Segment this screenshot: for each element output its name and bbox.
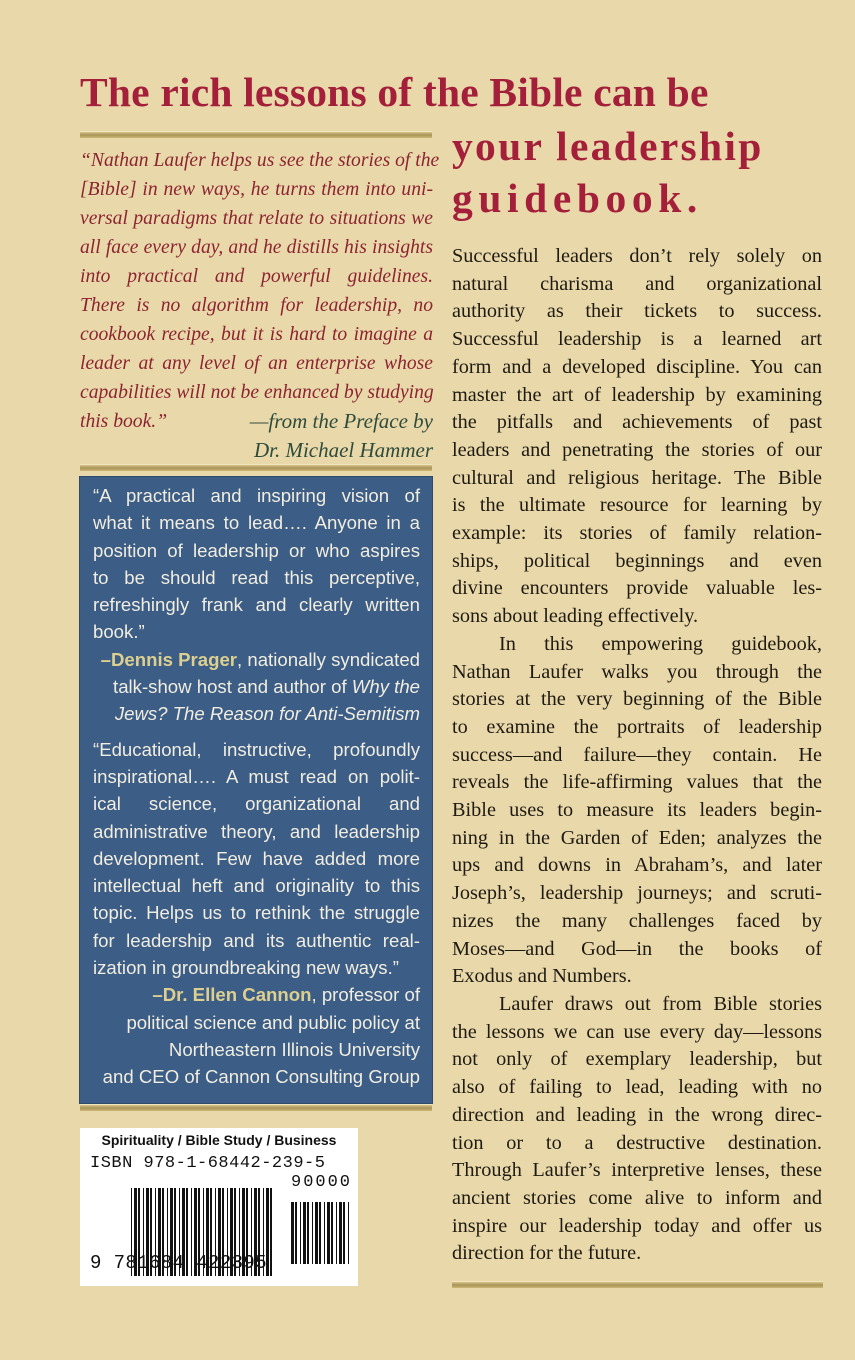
- preface-quote: [80, 146, 440, 465]
- endorsement-line: for leadership and its authentic real-: [93, 929, 420, 951]
- description-line: Joseph’s, leadership journeys; and scruti-: [452, 882, 822, 905]
- bisac-category: Spirituality / Bible Study / Business: [101, 1132, 337, 1148]
- description-line: sons about leading effectively.: [452, 605, 699, 628]
- endorsement-line: refreshingly frank and clearly written: [93, 594, 420, 616]
- endorsement-line: inspirational…. A must read on polit-: [93, 765, 420, 787]
- barcode-bar: [319, 1202, 321, 1264]
- barcode-bar: [348, 1202, 349, 1264]
- book-title-italic: Jews? The Reason for Anti-Semitism: [114, 703, 420, 725]
- endorsement-line: administrative theory, and leadership: [93, 820, 420, 842]
- description-line: ups and downs in Abraham’s, and later: [452, 854, 822, 877]
- endorsement-credit: and CEO of Cannon Consulting Group: [102, 1066, 420, 1088]
- description-paragraph: [452, 991, 822, 1268]
- description-line: not only of exemplary leadership, but: [452, 1048, 822, 1071]
- description-line: tion or to a destructive destination.: [452, 1131, 822, 1154]
- endorsement-line: ical science, organizational and: [93, 793, 420, 815]
- endorser-name: –Dr. Ellen Cannon: [152, 984, 312, 1006]
- endorsement-credit: political science and public policy at: [126, 1011, 420, 1033]
- barcode-bar: [300, 1202, 301, 1264]
- description-line: In this empowering guidebook,: [499, 632, 822, 655]
- description-line: Successful leadership is a learned art: [452, 328, 822, 351]
- description-line: authority as their tickets to success.: [452, 300, 822, 323]
- preface-quote-line: capabilities will not be enhanced by studying: [80, 382, 434, 403]
- endorser-credit: talk-show host and author of: [113, 676, 352, 698]
- description-line: nizes the many challenges faced by: [452, 909, 822, 932]
- description-line: reveals the life-affirming values that the: [452, 771, 822, 794]
- barcode-bar: [315, 1202, 318, 1264]
- description-line: ancient stories come alive to inform and: [452, 1186, 822, 1209]
- preface-quote-line: versal paradigms that relate to situations we: [80, 208, 433, 229]
- description-line: also of failing to lead, leading with no: [452, 1076, 822, 1099]
- endorsement-credit: Northeastern Illinois University: [168, 1038, 420, 1060]
- endorsement-credit: [93, 700, 420, 727]
- endorser-credit: , nationally syndicated: [237, 648, 420, 670]
- description-line: Exodus and Numbers.: [452, 965, 632, 988]
- description-line: divine encounters provide valuable les-: [452, 577, 822, 600]
- preface-quote-line: cookbook recipe, but it is hard to imagine a: [80, 324, 433, 345]
- preface-quote-line: “Nathan Laufer helps us see the stories of the: [80, 150, 440, 171]
- headline-line-2: your leadership: [452, 123, 764, 169]
- description-paragraph: [452, 243, 822, 631]
- preface-quote-line: leader at any level of an enterprise whose: [80, 353, 433, 374]
- description-line: form and a developed discipline. You can: [452, 355, 822, 378]
- endorsement-line: development. Few have added more: [93, 847, 420, 869]
- addon-barcode-bars: [291, 1202, 351, 1264]
- barcode-bar: [324, 1202, 325, 1264]
- description-line: ning in the Garden of Eden; analyzes the: [452, 826, 822, 849]
- preface-quote-last-row: [80, 407, 433, 436]
- barcode-bar: [307, 1202, 309, 1264]
- description-line: Laufer draws out from Bible stories: [499, 992, 822, 1015]
- barcode-bar: [312, 1202, 313, 1264]
- endorsement-line: topic. Helps us to rethink the struggle: [93, 902, 420, 924]
- description-line: inspire our leadership today and offer us: [452, 1214, 822, 1237]
- endorsement-credit: [93, 673, 420, 700]
- book-title-italic: Why the: [351, 676, 420, 698]
- description-line: is the ultimate resource for learning by: [452, 494, 822, 517]
- description-line: cultural and religious heritage. The Bible: [452, 466, 822, 489]
- preface-quote-line: into practical and powerful guidelines.: [80, 266, 433, 287]
- endorsement-credit: [93, 981, 420, 1008]
- barcode-bar: [270, 1188, 272, 1276]
- description-line: ships, political beginnings and even: [452, 549, 822, 572]
- book-description: [452, 243, 822, 1268]
- preface-attribution-name: Dr. Michael Hammer: [253, 438, 433, 462]
- headline-line-1: The rich lessons of the Bible can be: [80, 69, 709, 115]
- description-paragraph: [452, 631, 822, 991]
- endorsement-line: ization in groundbreaking new ways.”: [93, 957, 399, 979]
- headline-continuation: [452, 120, 824, 224]
- barcode-bar: [339, 1202, 342, 1264]
- barcode-bar: [291, 1202, 294, 1264]
- barcode-bar: [343, 1202, 345, 1264]
- description-line: to examine the portraits of leadership: [452, 715, 822, 738]
- preface-attribution: —from the Preface by: [249, 409, 433, 433]
- endorsement-line: book.”: [93, 621, 145, 643]
- endorsement-line: what it means to lead…. Anyone in a: [93, 512, 420, 534]
- isbn-barcode-label: [80, 1128, 358, 1286]
- endorsement-line: to be should read this perceptive,: [93, 566, 420, 588]
- headline-line-3: guidebook.: [452, 175, 703, 221]
- description-line: Successful leaders don’t rely solely on: [452, 245, 822, 267]
- description-line: leaders and penetrating the stories of our: [452, 438, 822, 461]
- endorsement-line: position of leadership or who aspires: [93, 539, 420, 561]
- gold-divider: [452, 1281, 823, 1288]
- description-line: the pitfalls and achievements of past: [452, 411, 822, 434]
- preface-quote-line: There is no algorithm for leadership, no: [80, 295, 433, 316]
- gold-divider: [80, 1104, 432, 1111]
- endorsement-quote: [93, 482, 420, 646]
- preface-quote-line: all face every day, and he distills his insights: [80, 237, 433, 258]
- barcode-bar: [303, 1202, 306, 1264]
- endorsement-line: intellectual heft and originality to this: [93, 875, 420, 897]
- ean-digits: 9 781684 422395: [90, 1252, 268, 1274]
- endorsement-quote: [93, 736, 420, 982]
- barcode-bar: [327, 1202, 330, 1264]
- endorser-name: –Dennis Prager: [100, 648, 238, 670]
- description-line: master the art of leadership by examining: [452, 383, 822, 406]
- isbn-number: ISBN 978-1-68442-239-5: [90, 1154, 326, 1173]
- description-line: Nathan Laufer walks you through the: [452, 660, 822, 683]
- gold-divider: [80, 464, 432, 471]
- barcode-bar: [336, 1202, 337, 1264]
- description-line: Bible uses to measure its leaders begin-: [452, 799, 822, 822]
- description-line: natural charisma and organizational: [452, 272, 822, 295]
- preface-quote-line: this book.”: [80, 411, 168, 432]
- description-line: stories at the very beginning of the Bible: [452, 688, 822, 711]
- barcode-bar: [331, 1202, 333, 1264]
- description-line: the lessons we can use every day—lessons: [452, 1020, 822, 1043]
- endorsements-panel: [79, 476, 433, 1104]
- endorsement-credit: [93, 646, 420, 673]
- endorser-credit: , professor of: [311, 984, 420, 1006]
- description-line: Through Laufer’s interpretive lenses, these: [452, 1159, 822, 1182]
- endorsement-line: “Educational, instructive, profoundly: [93, 738, 420, 760]
- preface-quote-line: [Bible] in new ways, he turns them into uni-: [80, 179, 433, 200]
- price-code: 90000: [291, 1173, 353, 1192]
- gold-divider: [80, 131, 432, 138]
- description-line: example: its stories of family relation-: [452, 522, 822, 545]
- description-line: direction for the future.: [452, 1242, 642, 1265]
- barcode-bar: [295, 1202, 297, 1264]
- description-line: success—and failure—they contain. He: [452, 743, 822, 766]
- description-line: Moses—and God—in the books of: [452, 937, 822, 960]
- endorsement-line: “A practical and inspiring vision of: [93, 485, 420, 506]
- description-line: direction and leading in the wrong direc-: [452, 1103, 822, 1126]
